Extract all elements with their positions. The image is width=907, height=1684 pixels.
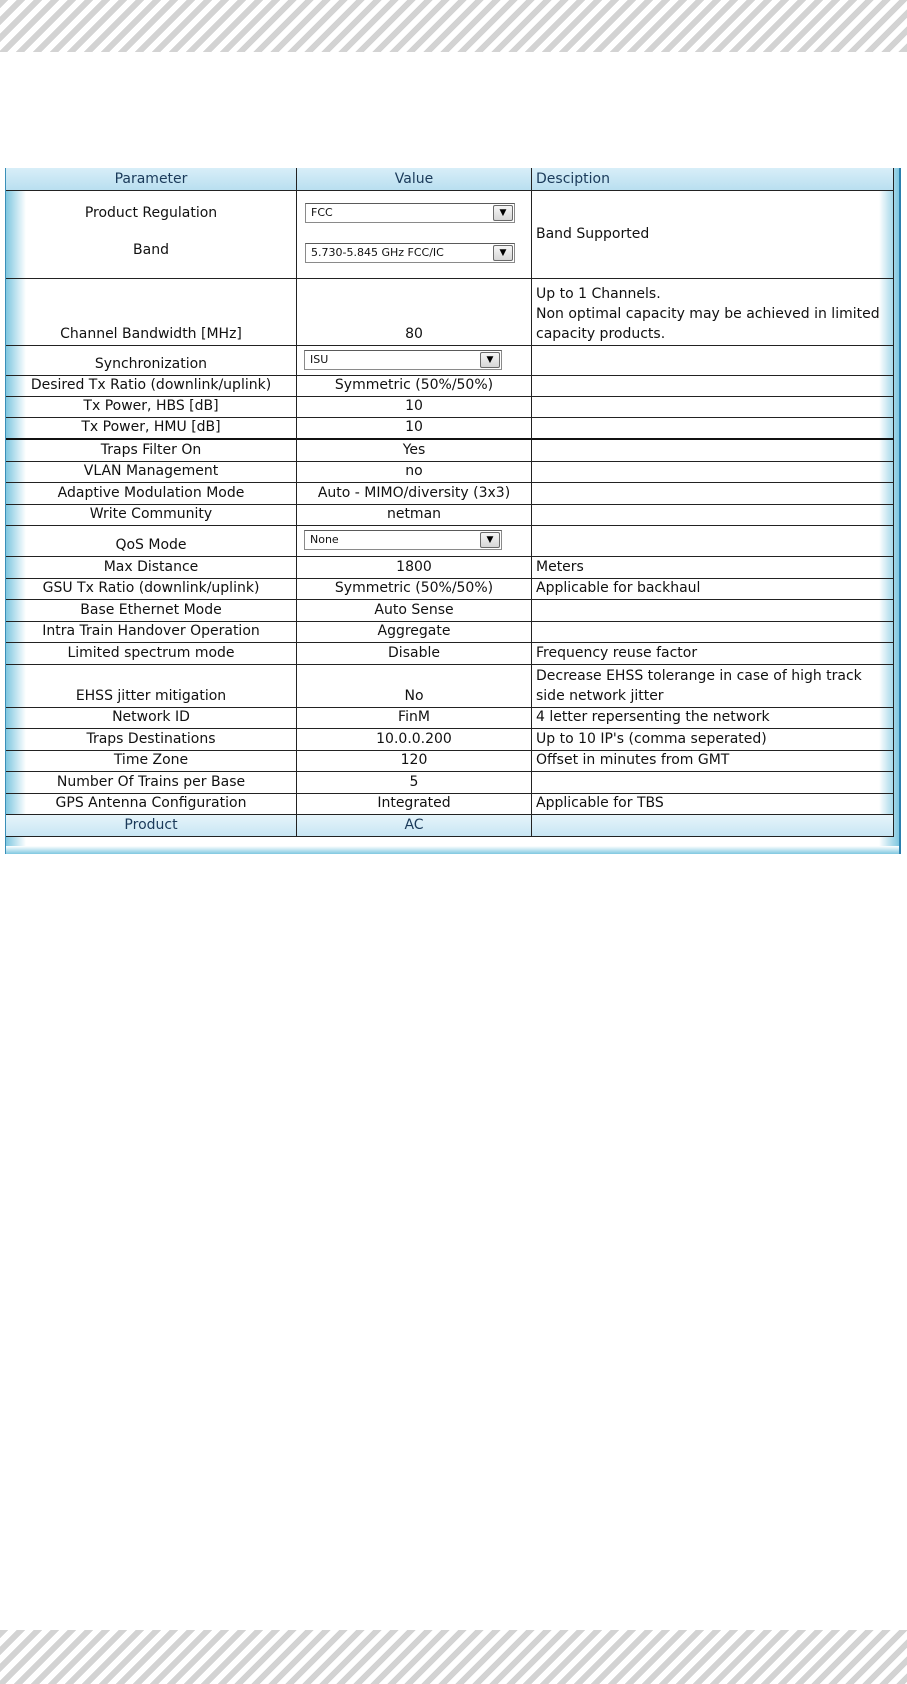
- parameters-sheet: [5, 168, 901, 854]
- header-value: [297, 168, 532, 191]
- value-time-zone: 120: [297, 751, 532, 772]
- header-description: [532, 168, 894, 191]
- band-value: 5.730-5.845 GHz FCC/IC: [311, 246, 444, 259]
- param-tx-power-hbs: Tx Power, HBS [dB]: [6, 397, 297, 418]
- param-desired-tx-ratio: Desired Tx Ratio (downlink/uplink): [6, 376, 297, 397]
- desc-channel-bandwidth: [532, 279, 894, 346]
- header-description-label: Desciption: [536, 171, 610, 187]
- synchronization-value: ISU: [310, 353, 329, 366]
- param-gsu-tx-ratio: GSU Tx Ratio (downlink/uplink): [6, 579, 297, 600]
- value-channel-bandwidth: 80: [297, 279, 532, 346]
- param-qos-mode: QoS Mode: [6, 526, 297, 557]
- value-gsu-tx-ratio: Symmetric (50%/50%): [297, 579, 532, 600]
- param-intra-train-handover: Intra Train Handover Operation: [6, 622, 297, 643]
- product-regulation-dropdown[interactable]: [305, 203, 515, 223]
- desc-tx-power-hbs: [532, 397, 894, 418]
- param-gps-antenna: GPS Antenna Configuration: [6, 794, 297, 815]
- desc-base-ethernet-mode: [532, 600, 894, 622]
- param-adaptive-modulation: Adaptive Modulation Mode: [6, 483, 297, 505]
- desc-network-id: 4 letter repersenting the network: [532, 708, 894, 729]
- param-regulation-band: [6, 191, 297, 279]
- param-product-regulation: Product Regulation: [84, 205, 218, 221]
- desc-product: [532, 815, 894, 837]
- desc-tx-power-hmu: [532, 418, 894, 440]
- desc-traps-filter: [532, 440, 894, 462]
- desc-intra-train-handover: [532, 622, 894, 643]
- value-vlan-management: no: [297, 462, 532, 483]
- desc-band-supported: [532, 191, 894, 279]
- param-max-distance: Max Distance: [6, 557, 297, 579]
- chevron-down-icon[interactable]: ▼: [480, 532, 500, 548]
- desc-adaptive-modulation: [532, 483, 894, 505]
- param-band: Band: [133, 242, 169, 258]
- value-limited-spectrum: Disable: [297, 643, 532, 665]
- value-ehss-jitter: No: [297, 665, 532, 708]
- param-ehss-jitter: EHSS jitter mitigation: [6, 665, 297, 708]
- param-synchronization: Synchronization: [6, 346, 297, 376]
- param-tx-power-hmu: Tx Power, HMU [dB]: [6, 418, 297, 440]
- header-parameter-label: Parameter: [114, 171, 188, 187]
- desc-limited-spectrum: Frequency reuse factor: [532, 643, 894, 665]
- qos-mode-value: None: [310, 533, 339, 546]
- value-traps-filter: Yes: [297, 440, 532, 462]
- desc-desired-tx-ratio: [532, 376, 894, 397]
- desc-gsu-tx-ratio: Applicable for backhaul: [532, 579, 894, 600]
- header-parameter: [6, 168, 297, 191]
- header-value-label: Value: [394, 171, 434, 187]
- parameters-table: [6, 168, 894, 837]
- desc-synchronization: [532, 346, 894, 376]
- desc-ehss-jitter: Decrease EHSS tolerange in case of high track side network jitter: [532, 665, 894, 708]
- desc-trains-per-base: [532, 772, 894, 794]
- chevron-down-icon[interactable]: ▼: [480, 352, 500, 368]
- param-trains-per-base: Number Of Trains per Base: [6, 772, 297, 794]
- value-write-community: netman: [297, 505, 532, 526]
- desc-gps-antenna: Applicable for TBS: [532, 794, 894, 815]
- header-stripe-banner: [0, 0, 907, 52]
- param-channel-bandwidth: Channel Bandwidth [MHz]: [6, 279, 297, 346]
- desc-write-community: [532, 505, 894, 526]
- param-base-ethernet-mode: Base Ethernet Mode: [6, 600, 297, 622]
- desc-band-supported-text: Band Supported: [536, 226, 650, 242]
- desc-qos-mode: [532, 526, 894, 557]
- param-product: Product: [6, 815, 297, 837]
- product-regulation-value: FCC: [311, 206, 333, 219]
- value-tx-power-hbs: 10: [297, 397, 532, 418]
- desc-channel-bandwidth-line-1: Up to 1 Channels.: [536, 286, 661, 302]
- value-desired-tx-ratio: Symmetric (50%/50%): [297, 376, 532, 397]
- param-write-community: Write Community: [6, 505, 297, 526]
- desc-vlan-management: [532, 462, 894, 483]
- band-dropdown[interactable]: [305, 243, 515, 263]
- param-limited-spectrum: Limited spectrum mode: [6, 643, 297, 665]
- chevron-down-icon[interactable]: ▼: [493, 205, 513, 221]
- desc-traps-destinations: Up to 10 IP's (comma seperated): [532, 729, 894, 751]
- desc-channel-bandwidth-line-2: Non optimal capacity may be achieved in limited capacity products.: [536, 306, 880, 342]
- value-gps-antenna: Integrated: [297, 794, 532, 815]
- value-intra-train-handover: Aggregate: [297, 622, 532, 643]
- param-vlan-management: VLAN Management: [6, 462, 297, 483]
- value-adaptive-modulation: Auto - MIMO/diversity (3x3): [297, 483, 532, 505]
- value-base-ethernet-mode: Auto Sense: [297, 600, 532, 622]
- value-traps-destinations: 10.0.0.200: [297, 729, 532, 751]
- value-qos-mode: [297, 526, 532, 557]
- value-regulation-band: [297, 191, 532, 279]
- footer-stripe-banner: [0, 1630, 907, 1684]
- value-tx-power-hmu: 10: [297, 418, 532, 440]
- chevron-down-icon[interactable]: ▼: [493, 245, 513, 261]
- value-synchronization: [297, 346, 532, 376]
- param-time-zone: Time Zone: [6, 751, 297, 772]
- param-traps-filter: Traps Filter On: [6, 440, 297, 462]
- value-product: AC: [297, 815, 532, 837]
- param-traps-destinations: Traps Destinations: [6, 729, 297, 751]
- desc-time-zone: Offset in minutes from GMT: [532, 751, 894, 772]
- value-network-id: FinM: [297, 708, 532, 729]
- synchronization-dropdown[interactable]: [304, 350, 502, 370]
- desc-max-distance: Meters: [532, 557, 894, 579]
- value-trains-per-base: 5: [297, 772, 532, 794]
- qos-mode-dropdown[interactable]: [304, 530, 502, 550]
- param-network-id: Network ID: [6, 708, 297, 729]
- value-max-distance: 1800: [297, 557, 532, 579]
